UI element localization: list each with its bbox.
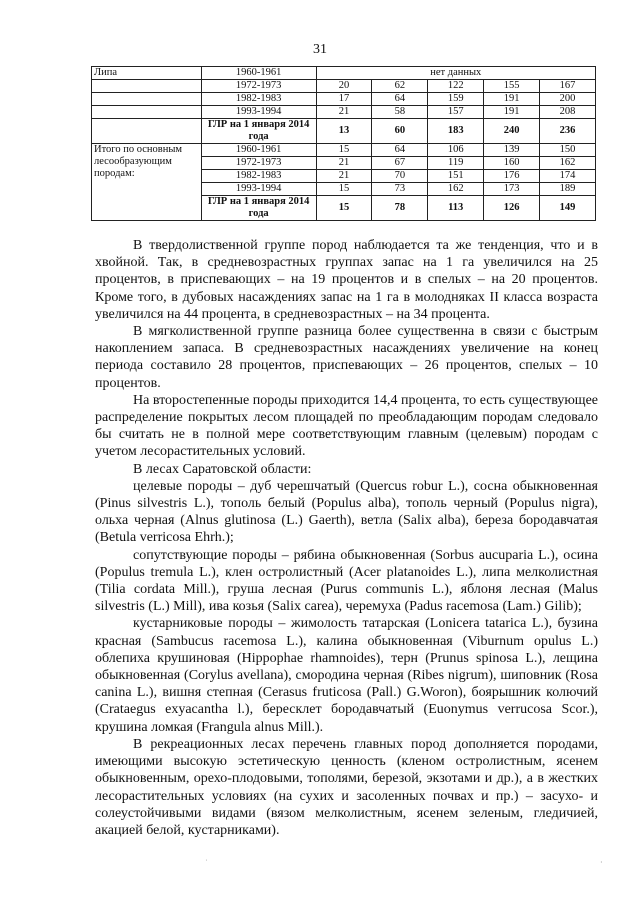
species-name: Итого по основным лесообразующим породам: xyxy=(92,144,202,221)
paragraph: В лесах Саратовской области: xyxy=(133,461,312,477)
period-cell: 1993-1994 xyxy=(201,106,316,119)
value-cell: 73 xyxy=(372,183,428,196)
table-row xyxy=(92,80,596,93)
table-row xyxy=(92,119,596,144)
value-cell: 167 xyxy=(540,80,596,93)
value-cell: 126 xyxy=(484,196,540,221)
paragraph: В мягколиственной группе разница более существенна в связи с быстрым накоплением запаса. В средневозрастных насаждениях увеличение на конец периода составило 28 процентов, приспевающих – 26 процентов, спелых – 10 процентов. xyxy=(95,324,598,391)
value-cell: 157 xyxy=(428,106,484,119)
no-data-cell: нет данных xyxy=(316,67,595,80)
value-cell: 150 xyxy=(540,144,596,157)
species-name: Липа xyxy=(92,67,202,80)
period-cell: 1972-1973 xyxy=(201,80,316,93)
period-cell: ГЛР на 1 января 2014 года xyxy=(201,196,316,221)
value-cell: 119 xyxy=(428,157,484,170)
paragraph: кустарниковые породы – жимолость татарская (Lonicera tatarica L.), бузина красная (Sambucus racemosa L.), калина обыкновенная (Viburnum opulus L.) облепиха крушиновая (Hippophae rhamnoides), терн (Prunus spinosa L.), лещина обыкновенная (Corylus avellana), смородина черная (Ribes nigrum), шиповник (Rosa canina L.), вишня степная (Cerasus fruticosa (Pall.) G.Woron), боярышник колючий (Crataegus exyacantha l.), бересклет бородавчатый (Euonymus verrucosa Scor.), крушина ломкая (Frangula alnus Mill.). xyxy=(95,616,598,735)
value-cell: 208 xyxy=(540,106,596,119)
value-cell: 191 xyxy=(484,106,540,119)
value-cell: 70 xyxy=(372,170,428,183)
value-cell: 174 xyxy=(540,170,596,183)
value-cell: 21 xyxy=(316,157,372,170)
page-number: 31 xyxy=(313,42,327,57)
period-cell: 1982-1983 xyxy=(201,170,316,183)
value-cell: 162 xyxy=(428,183,484,196)
paragraph: На второстепенные породы приходится 14,4 процента, то есть существующее распределение покрытых лесом площадей по преобладающим породам следовало бы считать не в полной мере соответствующим главным (целевым) породам с учетом лесорастительных условий. xyxy=(95,392,598,460)
value-cell: 20 xyxy=(316,80,372,93)
value-cell: 151 xyxy=(428,170,484,183)
stock-table xyxy=(91,66,596,221)
period-cell: 1982-1983 xyxy=(201,93,316,106)
scan-speck: · xyxy=(600,858,603,867)
body-text xyxy=(95,237,598,839)
value-cell: 236 xyxy=(540,119,596,144)
value-cell: 21 xyxy=(316,106,372,119)
value-cell: 106 xyxy=(428,144,484,157)
period-cell: 1993-1994 xyxy=(201,183,316,196)
value-cell: 155 xyxy=(484,80,540,93)
value-cell: 113 xyxy=(428,196,484,221)
value-cell: 15 xyxy=(316,196,372,221)
value-cell: 183 xyxy=(428,119,484,144)
period-cell: 1972-1973 xyxy=(201,157,316,170)
paragraph: целевые породы – дуб черешчатый (Quercus robur L.), сосна обыкновенная (Pinus silvestris L.), тополь белый (Populus alba), тополь черный (Populus nigra), ольха черная (Alnus glutinosa (L.) Gaerth), ветла (Salix alba), береза бородавчатая (Betula verricosa Ehrh.); xyxy=(95,478,598,546)
value-cell: 149 xyxy=(540,196,596,221)
paragraph: сопутствующие породы – рябина обыкновенная (Sorbus aucuparia L.), осина (Populus tremula L.), клен остролистный (Acer platanoides L.), липа мелколистная (Tilia cordata Mill.), груша лесная (Purus communis L.), яблоня лесная (Malus silvestris (L.) Mill), ива козья (Salix carea), черемуха (Padus racemosa (Lam.) Gilib); xyxy=(95,547,598,615)
value-cell: 78 xyxy=(372,196,428,221)
table-row xyxy=(92,106,596,119)
value-cell: 62 xyxy=(372,80,428,93)
table-row xyxy=(92,93,596,106)
value-cell: 17 xyxy=(316,93,372,106)
value-cell: 176 xyxy=(484,170,540,183)
table-row xyxy=(92,144,596,157)
value-cell: 60 xyxy=(372,119,428,144)
value-cell: 200 xyxy=(540,93,596,106)
value-cell: 191 xyxy=(484,93,540,106)
value-cell: 15 xyxy=(316,144,372,157)
value-cell: 162 xyxy=(540,157,596,170)
value-cell: 159 xyxy=(428,93,484,106)
paragraph: В рекреационных лесах перечень главных пород дополняется породами, имеющими высокую эстетическую ценность (кленом остролистным, ясенем обыкновенным, орехо-плодовыми, тополями, березой, экзотами и др.), а в жестких лесорастительных условиях (на сухих и засоленных почвах и пр.) – засухо- и солеустойчивыми видами (вязом мелколистным, ясенем зеленым, гледичией, акацией белой, кустарниками). xyxy=(95,736,598,838)
value-cell: 173 xyxy=(484,183,540,196)
period-cell: 1960-1961 xyxy=(201,144,316,157)
value-cell: 21 xyxy=(316,170,372,183)
value-cell: 240 xyxy=(484,119,540,144)
value-cell: 58 xyxy=(372,106,428,119)
paragraph: В твердолиственной группе пород наблюдается та же тенденция, что и в хвойной. Так, в средневозрастных группах запас на 1 га увеличился на 25 процентов, в приспевающих – на 19 процентов и в спелых – на 20 процентов. Кроме того, в дубовых насаждениях запас на 1 га в молодняках II класса возраста увеличился на 44 процента, в средневозрастных – на 34 процента. xyxy=(95,238,598,322)
value-cell: 64 xyxy=(372,144,428,157)
value-cell: 139 xyxy=(484,144,540,157)
value-cell: 189 xyxy=(540,183,596,196)
period-cell: ГЛР на 1 января 2014 года xyxy=(201,119,316,144)
value-cell: 67 xyxy=(372,157,428,170)
value-cell: 122 xyxy=(428,80,484,93)
value-cell: 13 xyxy=(316,119,372,144)
table-row xyxy=(92,67,596,80)
value-cell: 15 xyxy=(316,183,372,196)
value-cell: 64 xyxy=(372,93,428,106)
scan-speck: ˙ xyxy=(205,858,208,867)
value-cell: 160 xyxy=(484,157,540,170)
period-cell: 1960-1961 xyxy=(201,67,316,80)
